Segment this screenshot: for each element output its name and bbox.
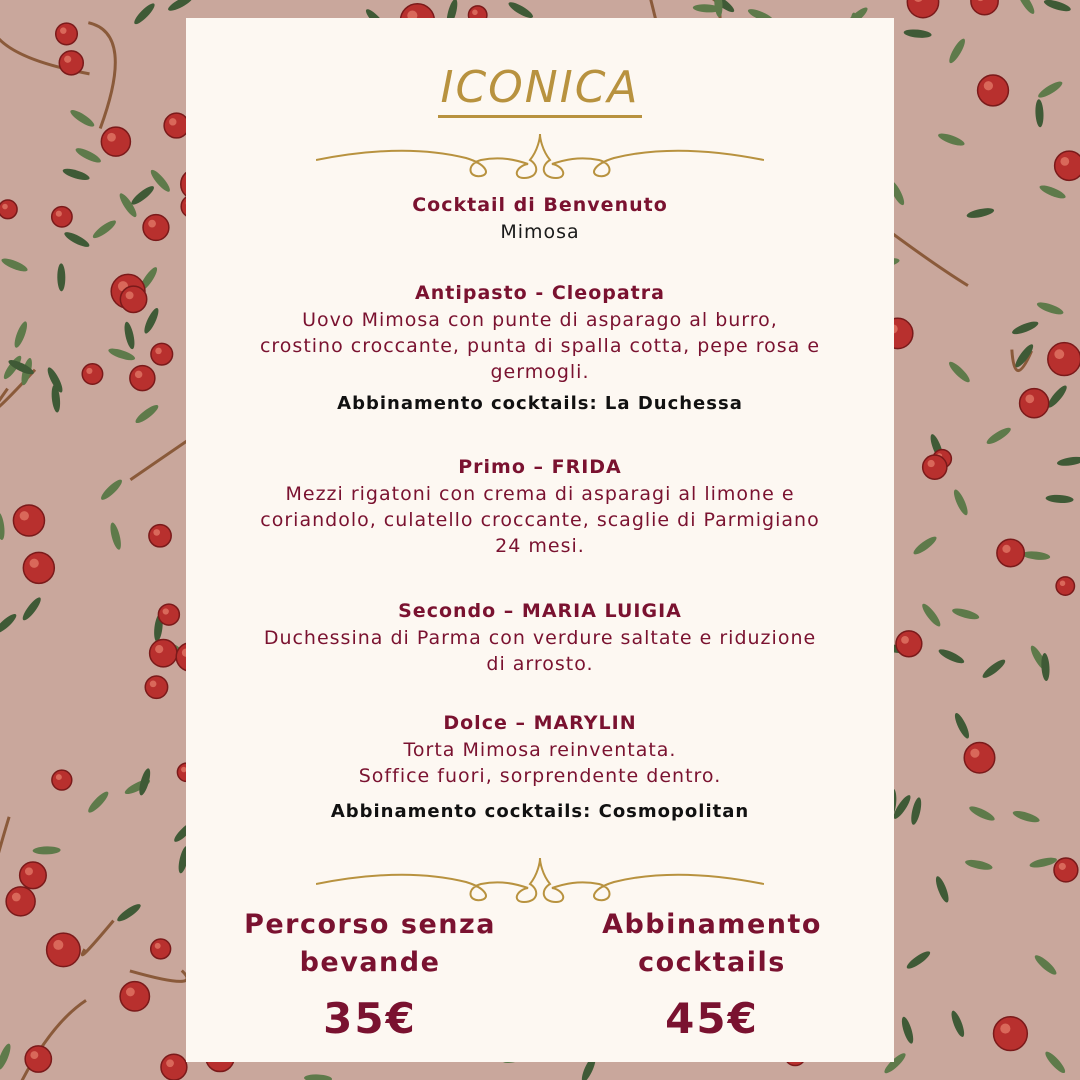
pomegranate — [1020, 389, 1049, 418]
branch — [0, 817, 9, 895]
leaf — [91, 218, 118, 241]
leaf — [99, 477, 125, 502]
leaf — [937, 131, 966, 148]
pairing-note: Abbinamento cocktails: Cosmopolitan — [330, 801, 750, 822]
leaf — [123, 321, 137, 350]
leaf — [12, 320, 29, 349]
section-heading: Primo – FRIDA — [458, 456, 622, 478]
leaf — [0, 611, 19, 636]
price-label-line: Abbinamento — [602, 909, 822, 940]
leaf — [966, 206, 995, 220]
leaf — [68, 107, 96, 129]
pomegranate — [1055, 151, 1080, 180]
section-line: Mezzi rigatoni con crema di asparagi al limone e — [285, 483, 795, 505]
price-label-line: bevande — [299, 947, 441, 978]
pomegranate — [1054, 858, 1078, 882]
pomegranate-highlight — [155, 348, 161, 354]
pomegranate-highlight — [901, 636, 909, 644]
leaf — [57, 263, 65, 291]
leaf — [968, 804, 997, 823]
pomegranate — [13, 505, 44, 536]
price-no-drinks: 35€ — [323, 994, 417, 1043]
leaf — [133, 402, 160, 425]
section-welcome — [186, 192, 894, 245]
pomegranate-highlight — [107, 133, 116, 142]
section-line: Mimosa — [500, 221, 580, 243]
pomegranate-highlight — [166, 1059, 174, 1067]
section-line: di arrosto. — [486, 653, 594, 675]
pomegranate-highlight — [150, 680, 157, 687]
leaf — [933, 875, 951, 904]
pomegranate-highlight — [984, 81, 993, 90]
pairing-note: Abbinamento cocktails: La Duchessa — [337, 393, 743, 414]
leaf — [1011, 319, 1040, 337]
leaf — [911, 534, 938, 557]
section-dolce — [186, 710, 894, 825]
leaf — [1032, 953, 1058, 977]
price-label-line: cocktails — [638, 947, 786, 978]
leaf — [33, 846, 61, 855]
leaf — [129, 184, 156, 208]
leaf — [951, 488, 970, 517]
leaf — [304, 1074, 332, 1080]
branch — [130, 971, 187, 982]
flourish-divider-top — [316, 130, 764, 190]
pomegranate — [907, 0, 938, 18]
pomegranate — [20, 862, 47, 889]
pomegranate-highlight — [126, 988, 135, 997]
leaf — [115, 902, 143, 924]
section-line: Uovo Mimosa con punte di asparago al burro, — [302, 309, 778, 331]
pomegranate — [150, 640, 177, 667]
leaf — [1036, 79, 1064, 100]
pomegranate — [52, 207, 72, 227]
pomegranate-highlight — [163, 608, 169, 614]
pomegranate — [997, 539, 1024, 566]
pomegranate-highlight — [1059, 863, 1066, 870]
section-line: germogli. — [490, 361, 590, 383]
pomegranate — [158, 604, 179, 625]
pomegranate — [47, 933, 80, 966]
leaf — [909, 797, 923, 826]
pomegranate-highlight — [56, 774, 62, 780]
pomegranate — [82, 364, 102, 384]
pomegranate — [1048, 343, 1080, 376]
pomegranate — [23, 552, 54, 583]
section-heading: Dolce – MARYLIN — [443, 712, 637, 734]
leaf — [86, 789, 111, 815]
pomegranate — [151, 343, 173, 365]
pomegranate-highlight — [169, 118, 176, 125]
leaf — [63, 230, 92, 250]
section-line: 24 mesi. — [495, 535, 585, 557]
leaf — [1045, 494, 1073, 504]
pomegranate — [151, 939, 171, 959]
leaf — [166, 0, 194, 13]
leaf — [1015, 0, 1037, 16]
leaf — [951, 606, 980, 621]
pomegranate-highlight — [20, 511, 29, 520]
pomegranate-highlight — [135, 371, 143, 379]
leaf — [947, 37, 968, 65]
flourish-divider-bottom — [316, 854, 764, 914]
pomegranate — [25, 1046, 51, 1072]
leaf — [74, 146, 103, 166]
section-line: Torta Mimosa reinventata. — [403, 739, 677, 761]
pomegranate-highlight — [1025, 394, 1034, 403]
pomegranate — [923, 455, 947, 479]
leaf — [1012, 809, 1041, 825]
pomegranate — [52, 770, 72, 790]
pomegranate — [145, 676, 167, 698]
leaf — [1029, 856, 1058, 870]
section-antipasto — [186, 280, 894, 417]
pomegranate — [120, 982, 149, 1011]
pomegranate-highlight — [1060, 581, 1066, 587]
leaf — [1036, 300, 1065, 317]
leaf — [1056, 455, 1080, 467]
pomegranate-highlight — [153, 529, 160, 536]
branch — [88, 23, 115, 129]
leaf — [952, 711, 971, 740]
leaf — [142, 306, 161, 335]
pomegranate — [971, 0, 998, 15]
pomegranate — [896, 631, 922, 657]
leaf — [949, 1009, 967, 1038]
pomegranate — [978, 75, 1009, 106]
leaf — [1043, 1049, 1068, 1075]
leaf — [108, 522, 123, 551]
leaf — [0, 1042, 13, 1071]
pomegranate-highlight — [1000, 1024, 1010, 1034]
leaf — [1035, 99, 1044, 127]
price-label-no-drinks — [220, 906, 520, 982]
pomegranate-highlight — [155, 645, 163, 653]
pomegranate-highlight — [25, 867, 33, 875]
price-label-cocktails — [562, 906, 862, 982]
leaf — [903, 28, 932, 39]
price-label-line: Percorso senza — [244, 909, 496, 940]
leaf — [117, 191, 139, 219]
pomegranate-highlight — [30, 559, 39, 568]
section-heading: Secondo – MARIA LUIGIA — [398, 600, 682, 622]
leaf — [1022, 550, 1051, 561]
pomegranate — [6, 887, 35, 916]
leaf — [0, 256, 29, 274]
leaf — [980, 657, 1007, 680]
pomegranate-highlight — [56, 211, 62, 217]
leaf — [1038, 183, 1067, 201]
pomegranate-highlight — [1060, 157, 1069, 166]
pomegranate-highlight — [2, 204, 8, 210]
pomegranate — [56, 23, 78, 45]
pomegranate — [0, 200, 17, 219]
branch — [82, 921, 113, 955]
pomegranate-highlight — [148, 220, 156, 228]
pomegranate — [994, 1017, 1028, 1051]
leaf — [0, 512, 6, 541]
pomegranate — [130, 366, 155, 391]
pomegranate-highlight — [53, 940, 63, 950]
pomegranate-highlight — [970, 749, 979, 758]
section-primo — [186, 454, 894, 559]
pomegranate-highlight — [86, 368, 92, 374]
pomegranate-highlight — [1002, 545, 1010, 553]
pomegranate-highlight — [60, 27, 66, 33]
pomegranate-highlight — [928, 460, 935, 467]
pomegranate-highlight — [64, 56, 71, 63]
leaf — [937, 647, 966, 666]
pomegranate — [101, 127, 130, 156]
pomegranate-highlight — [155, 943, 161, 949]
leaf — [1043, 0, 1072, 14]
pomegranate — [964, 742, 995, 773]
section-heading: Cocktail di Benvenuto — [412, 194, 668, 216]
pomegranate — [143, 215, 169, 241]
leaf — [964, 858, 993, 872]
section-heading: Antipasto - Cleopatra — [415, 282, 665, 304]
section-secondo — [186, 598, 894, 677]
leaf — [132, 1, 157, 27]
section-line: Soffice fuori, sorprendente dentro. — [358, 765, 722, 787]
leaf — [920, 602, 943, 629]
pomegranate-highlight — [1054, 349, 1064, 359]
section-line: coriandolo, culatello croccante, scaglie di Parmigiano — [260, 509, 820, 531]
pomegranate-highlight — [472, 10, 478, 16]
pomegranate-highlight — [126, 291, 134, 299]
pomegranate — [161, 1054, 187, 1080]
menu-title: ICONICA — [186, 62, 894, 113]
leaf — [900, 1016, 916, 1045]
leaf — [985, 425, 1013, 447]
pomegranate — [120, 286, 146, 312]
menu-card — [186, 18, 894, 1062]
leaf — [20, 595, 43, 622]
pomegranate-highlight — [12, 893, 21, 902]
leaf — [947, 359, 973, 384]
pomegranate — [149, 525, 171, 547]
section-line: Duchessina di Parma con verdure saltate e riduzione — [263, 627, 817, 649]
section-line: crostino croccante, punta di spalla cotta, pepe rosa e — [259, 335, 821, 357]
leaf — [62, 166, 91, 182]
leaf — [905, 949, 933, 972]
pomegranate — [59, 51, 83, 75]
pomegranate-highlight — [30, 1051, 38, 1059]
pomegranate — [1056, 577, 1074, 595]
price-cocktails: 45€ — [665, 994, 759, 1043]
